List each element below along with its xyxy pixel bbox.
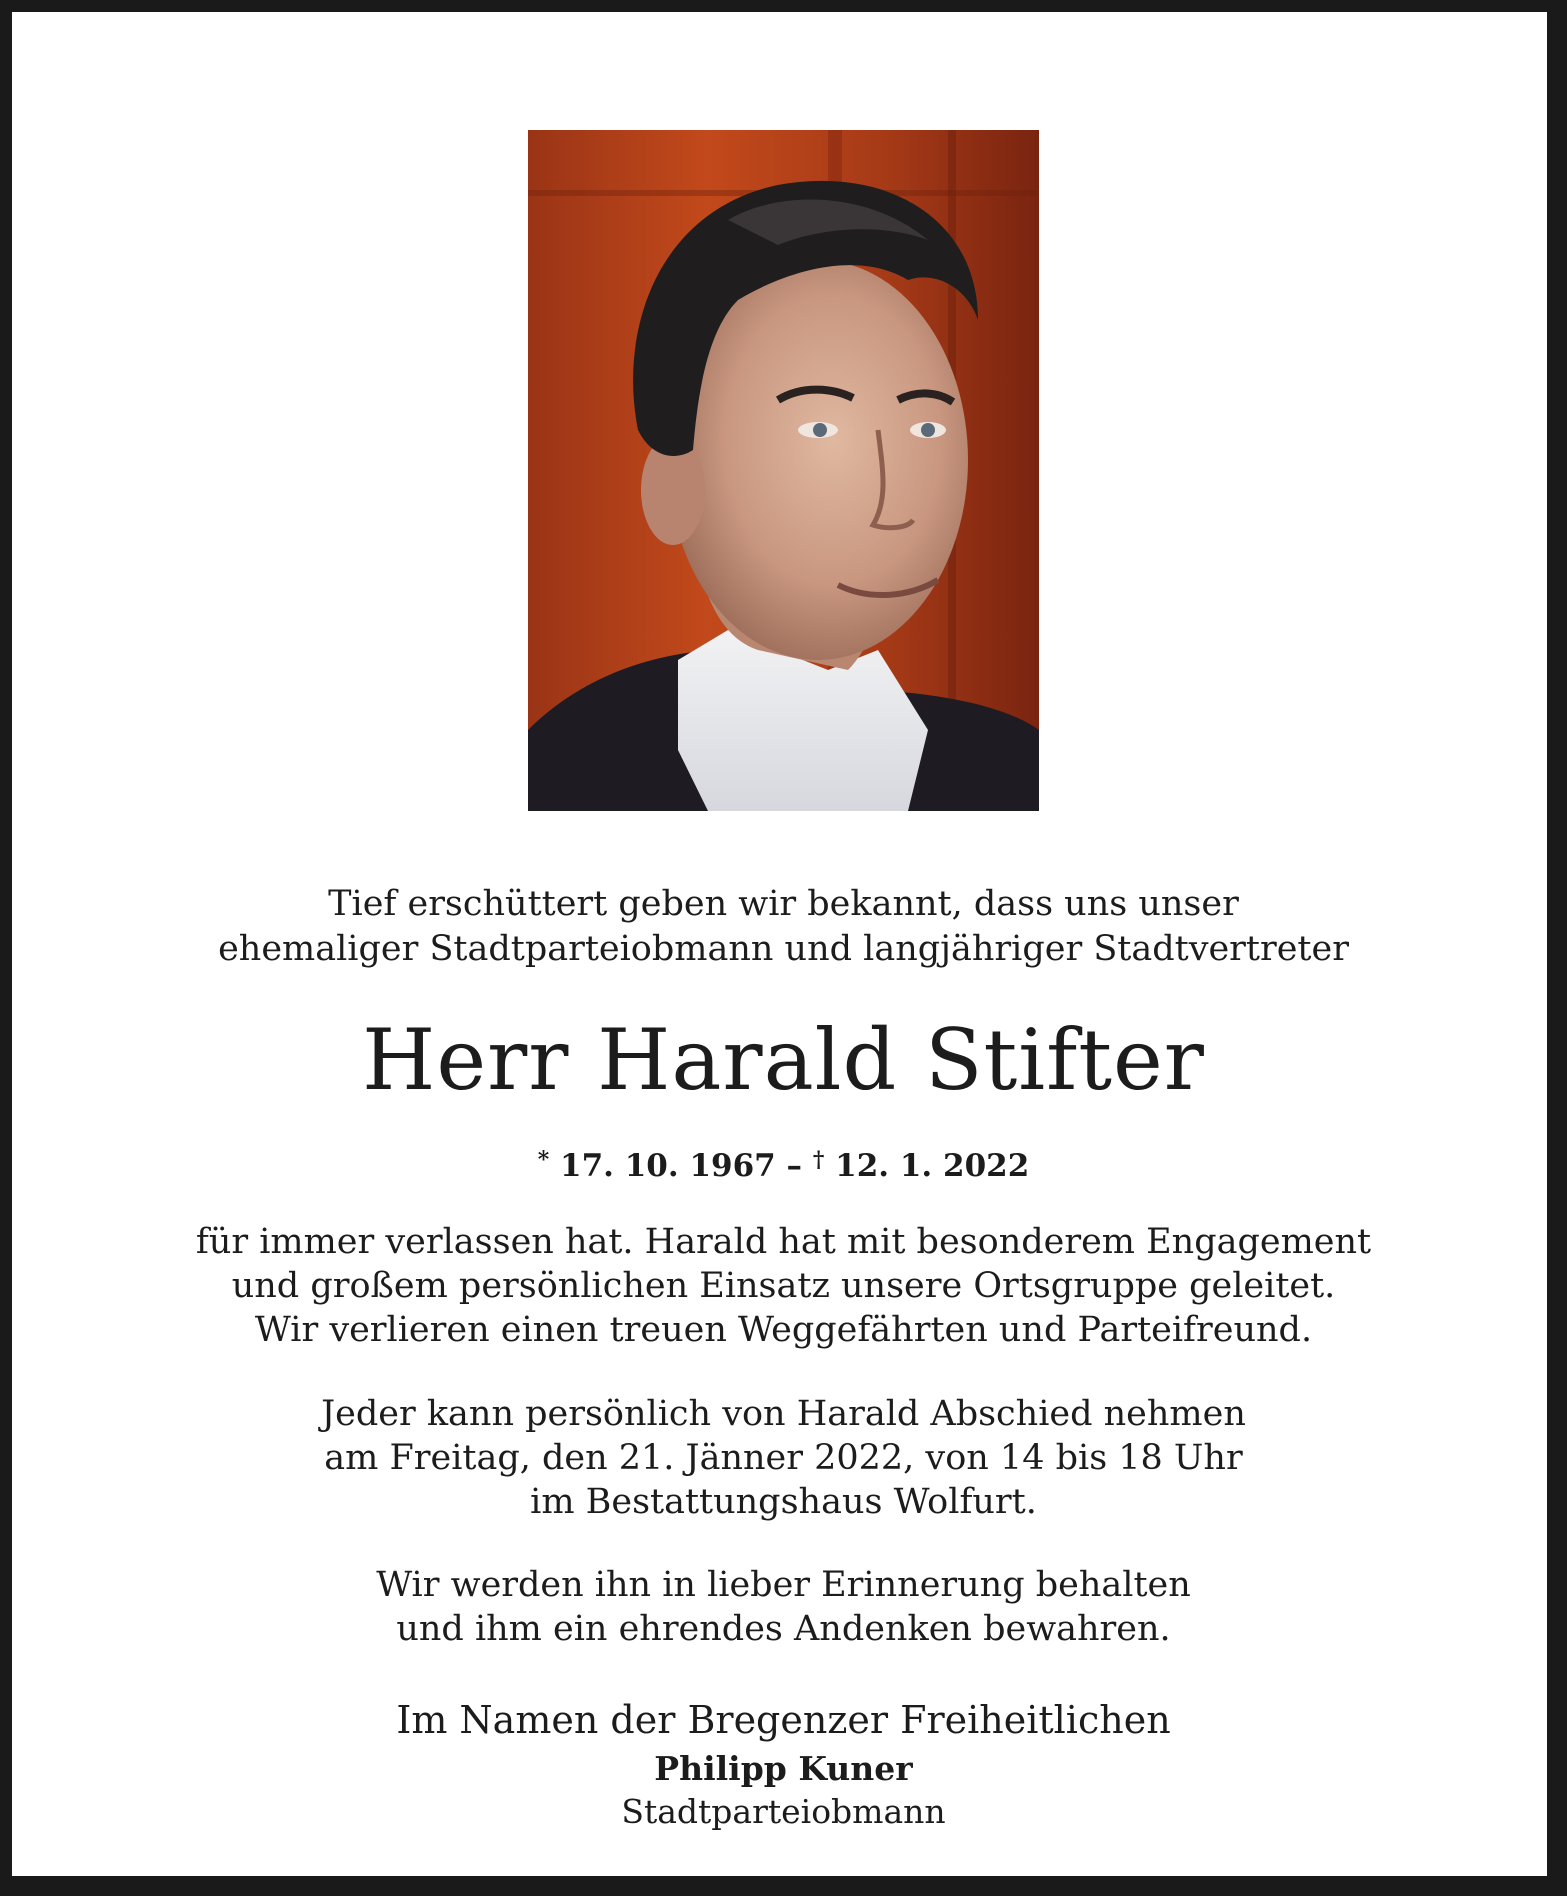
signature-organization: Im Namen der Bregenzer Freiheitlichen: [396, 1698, 1171, 1742]
intro-line-2: ehemaliger Stadtparteiobmann und langjähriger Stadtvertreter: [218, 929, 1349, 969]
tribute-line-1: für immer verlassen hat. Harald hat mit besonderem Engagement: [195, 1222, 1372, 1262]
death-date: 12. 1. 2022: [835, 1148, 1030, 1184]
birth-date: 17. 10. 1967: [560, 1148, 776, 1184]
farewell-line-2: am Freitag, den 21. Jänner 2022, von 14 bis 18 Uhr: [324, 1438, 1243, 1478]
birth-symbol: *: [537, 1147, 550, 1173]
farewell-line-1: Jeder kann persönlich von Harald Abschied nehmen: [321, 1394, 1246, 1434]
intro-text: [0, 882, 1567, 972]
memory-line-2: und ihm ein ehrendes Andenken bewahren.: [396, 1609, 1171, 1649]
portrait-illustration: [528, 130, 1039, 811]
life-dates: [0, 1138, 1567, 1188]
death-symbol: †: [812, 1147, 825, 1173]
portrait-photo: [528, 130, 1039, 811]
tribute-paragraph: [0, 1220, 1567, 1352]
farewell-line-3: im Bestattungshaus Wolfurt.: [530, 1482, 1037, 1522]
intro-line-1: Tief erschüttert geben wir bekannt, dass uns unser: [328, 884, 1239, 924]
memory-line-1: Wir werden ihn in lieber Erinnerung behalten: [376, 1565, 1191, 1605]
date-separator: –: [786, 1148, 803, 1184]
tribute-line-3: Wir verlieren einen treuen Weggefährten und Parteifreund.: [254, 1310, 1313, 1350]
deceased-name: Herr Harald Stifter: [362, 1011, 1205, 1109]
signature-person: Philipp Kuner: [654, 1749, 913, 1788]
memory-paragraph: [0, 1563, 1567, 1651]
signature-role: Stadtparteiobmann: [621, 1792, 946, 1831]
farewell-paragraph: [0, 1392, 1567, 1524]
tribute-line-2: und großem persönlichen Einsatz unsere Ortsgruppe geleitet.: [231, 1266, 1336, 1306]
